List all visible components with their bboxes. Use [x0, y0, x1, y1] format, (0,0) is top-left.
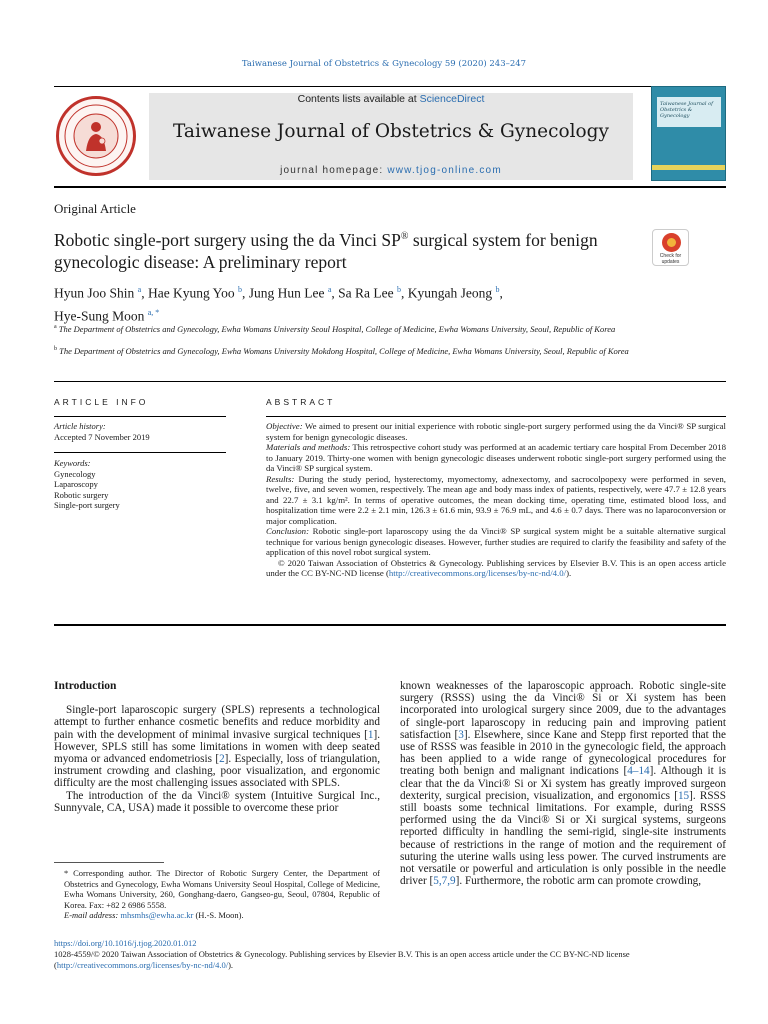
intro-p1-text: ]. Especially, loss of triangulation, instrument crowding and clashing, poor visualization, and ergonomic difficulty are the most challenging issues associated with SPLS.: [54, 753, 380, 790]
keywords-rule: [54, 452, 226, 453]
header-top-rule: [54, 86, 726, 87]
body-column-right: [400, 680, 726, 887]
author-name[interactable]: Sa Ra Lee: [338, 285, 394, 301]
body-column-left: [54, 680, 380, 814]
intro-text: known weaknesses of the laparoscopic approach. Robotic single-site surgery (RSSS) using the da Vinci® Si or Xi system has been incorporated into urological surgery since 2009, due to the advantages of single-port laparoscopy in reducing pain and improving patient satisfaction [: [400, 680, 726, 741]
abstract-rule: [266, 416, 726, 417]
title-part2: surgical system for benign gynecologic disease: A preliminary report: [54, 229, 598, 272]
check-updates-label: Check for updates: [659, 253, 682, 265]
journal-title: Taiwanese Journal of Obstetrics & Gynecology: [173, 121, 609, 142]
author-affil-mark[interactable]: b: [397, 285, 401, 294]
affiliation-a-mark: a: [54, 324, 57, 330]
abstract-conclusion: [266, 526, 726, 558]
author-name[interactable]: Jung Hun Lee: [248, 285, 325, 301]
article-title: [54, 226, 644, 273]
author-affil-mark[interactable]: a: [327, 285, 332, 294]
corresponding-author-footnote: [54, 868, 380, 921]
author-name[interactable]: Hae Kyung Yoo: [147, 285, 235, 301]
history-label: Article history:: [54, 421, 106, 431]
keyword-item: Laparoscopy: [54, 479, 98, 489]
doi-link[interactable]: https://doi.org/10.1016/j.tjog.2020.01.012: [54, 938, 197, 948]
footer-license: [54, 949, 726, 971]
conclusion-text: Robotic single-port laparoscopy using the da Vinci® SP surgical system might be a suitable alternative surgical technique for various benign gynecologic diseases. However, further studies are required to clarify the feasibility and safety of the application of this novel robot surgical system.: [266, 526, 726, 557]
abstract-body: [266, 421, 726, 579]
email-suffix: (H.-S. Moon).: [193, 910, 244, 920]
abstract-results: [266, 474, 726, 527]
cover-band: [652, 165, 725, 170]
abstract-methods: [266, 442, 726, 474]
check-for-updates-button[interactable]: [652, 229, 689, 266]
abstract-objective: [266, 421, 726, 442]
footer-license-text: 1028-4559/© 2020 Taiwan Association of Obstetrics & Gynecology. Publishing services by Elsevier B.V. This is an open access article under the CC BY-NC-ND license (: [54, 949, 630, 970]
abstract-copyright: [266, 558, 726, 579]
homepage-link[interactable]: www.tjog-online.com: [387, 165, 502, 176]
author-name[interactable]: Kyungah Jeong: [407, 285, 493, 301]
author-affil-mark[interactable]: a: [137, 285, 142, 294]
citation-link[interactable]: 4–14: [627, 765, 650, 778]
intro-text: ]. RSSS still boasts some technical limitations. For example, during RSSS performed using the da Vinci® Si or Xi surgical systems, surgeons reported difficulty in handling the semi-rigid, single-site instruments because of restrictions in the range of motion and the requirement of suturing the uterine walls using less power. The curved instruments are not versatile or powerful and articulation is only possible in the needle driver [: [400, 789, 727, 888]
citation-link[interactable]: 2: [219, 753, 225, 766]
citation-link[interactable]: 15: [677, 789, 690, 802]
footnote-rule: [54, 862, 164, 863]
author-name[interactable]: Hye-Sung Moon: [54, 308, 145, 323]
license-link[interactable]: http://creativecommons.org/licenses/by-nc-nd/4.0/: [388, 568, 567, 578]
objective-text: We aimed to present our initial experience with robotic single-port surgery performed using the da Vinci® SP surgical system for benign gynecologic diseases.: [266, 421, 726, 442]
conclusion-label: Conclusion:: [266, 526, 310, 536]
affiliation-b-mark: b: [54, 346, 57, 352]
author-affil-mark[interactable]: a, *: [147, 307, 160, 317]
keyword-item: Single-port surgery: [54, 500, 120, 510]
contents-line: [149, 93, 633, 105]
corresponding-text: * Corresponding author. The Director of Robotic Surgery Center, the Department of Obstetrics and Gynecology, Ewha Womans University Seoul Hospital, College of Medicine, Ewha Womans University, 260, Gonghang-daero, Gangseo-gu, Seoul, 07804, Republic of Korea. Fax: +82 2 6986 5558.: [64, 868, 380, 910]
title-part1: Robotic single-port surgery using the da Vinci SP: [54, 229, 401, 250]
copyright-end: ).: [566, 568, 572, 578]
article-info-heading: ARTICLE INFO: [54, 397, 149, 407]
intro-text: ]. Although it is clear that the da Vinci® Si or Xi system has greatly improved surgeon dexterity, surgical precision, visualization, and ergonomics [: [400, 765, 726, 802]
article-type: Original Article: [54, 201, 136, 216]
footer-license-link[interactable]: http://creativecommons.org/licenses/by-nc-nd/4.0/: [56, 960, 229, 970]
keyword-item: Gynecology: [54, 468, 96, 479]
sciencedirect-link[interactable]: ScienceDirect: [419, 93, 485, 105]
methods-text: This retrospective cohort study was performed at an academic tertiary care hospital From December 2018 to January 2019. Thirty-one women with benign gynecologic diseases underwent robotic single-port surgery performed using the da Vinci® SP surgical system.: [266, 442, 726, 473]
keywords-block: [54, 458, 226, 511]
citation-link[interactable]: 5,7,9: [433, 875, 456, 888]
author-list: Hyun Joo Shin $^a$, Hae Kyung Yoo $^b$, Jung Hun Lee $^a$, Sa Ra Lee $^b$, Kyungah Jeong $^b$, Hye-Sung Moon $^{a, *}$: [54, 285, 503, 323]
affiliation-a: [54, 322, 644, 335]
results-text: During the study period, hysterectomy, myomectomy, adnexectomy, and sacrocolpopexy were performed in seven, twelve, five, and seven women, respectively. The mean age and body mass index of patients, respectively, were 47.7 ± 12.8 years and 22.7 ± 3.1 kg/m². In terms of operative outcomes, the mean docking time, operating time, estimated blood loss, and hospitalization time were 2.2 ± 2.1 min, 126.3 ± 61.6 min, 93.9 ± 76.9 mL, and 4.6 ± 0.7 days. There was no laparoconversion or major complication.: [266, 473, 726, 526]
accepted-date: Accepted 7 November 2019: [54, 431, 150, 442]
affiliation-b-text: The Department of Obstetrics and Gynecology, Ewha Womans University Mokdong Hospital, College of Medicine, Ewha Womans University, Seoul, Republic of Korea: [59, 345, 629, 356]
citation-link[interactable]: 1: [367, 728, 374, 741]
abstract-heading: ABSTRACT: [266, 397, 336, 407]
citation-link[interactable]: 3: [458, 728, 464, 741]
intro-paragraph-1: [54, 704, 380, 789]
society-seal-icon: [56, 96, 136, 176]
objective-label: Objective:: [266, 421, 303, 431]
author-name[interactable]: Hyun Joo Shin: [54, 285, 135, 301]
journal-cover: [651, 86, 726, 181]
author-affil-mark[interactable]: b: [237, 285, 242, 294]
introduction-heading: Introduction: [54, 680, 117, 692]
intro-text: ]. Furthermore, the robotic arm can promote crowding,: [455, 875, 702, 888]
article-history: [54, 421, 226, 442]
intro-p1-text: ]. However, SPLS still has some limitations in women with deep seated myoma or advanced endometriosis [: [54, 728, 380, 766]
email-label: E-mail address:: [64, 910, 121, 920]
article-info-rule: [54, 416, 226, 417]
header-bottom-rule: [54, 186, 726, 188]
journal-banner: [149, 93, 633, 180]
section-separator: [54, 381, 726, 382]
footer-license-end: ).: [228, 960, 234, 970]
email-line: [54, 910, 380, 921]
affiliation-b: [54, 344, 644, 357]
email-link[interactable]: mhsmhs@ewha.ac.kr: [120, 910, 194, 920]
homepage-label: journal homepage:: [280, 165, 388, 176]
journal-homepage: [149, 165, 633, 176]
keyword-item: Robotic surgery: [54, 489, 109, 500]
copyright-text: © 2020 Taiwan Association of Obstetrics & Gynecology. Publishing services by Elsevier B.V. This is an open access article under the CC BY-NC-ND license (: [266, 557, 726, 578]
abstract-bottom-rule: [54, 624, 726, 626]
affiliation-a-text: The Department of Obstetrics and Gynecology, Ewha Womans University Seoul Hospital, College of Medicine, Ewha Womans University, Seoul, Republic of Korea: [58, 323, 616, 334]
title-registered-mark: ®: [400, 231, 409, 242]
intro-paragraph-2: The introduction of the da Vinci® system (Intuitive Surgical Inc., Sunnyvale, CA, USA) made it possible to overcome these prior: [54, 789, 380, 814]
check-updates-icon: [662, 233, 681, 252]
author-affil-mark[interactable]: b: [495, 285, 500, 294]
cover-title: Taiwanese Journal of Obstetrics & Gynecology: [660, 101, 713, 119]
journal-citation[interactable]: Taiwanese Journal of Obstetrics & Gynecology 59 (2020) 243–247: [241, 59, 527, 69]
contents-prefix: Contents lists available at: [297, 93, 420, 105]
intro-text: ]. Elsewhere, since Kane and Stepp first reported that the use of RSSS was feasible in 2010 in the gynecologic field, the approach has been applied to a wide range of gynecological procedures for treating both benign and malignant indications [: [400, 728, 726, 778]
intro-p1-text: Single-port laparoscopic surgery (SPLS) represents a technological attempt to further enhance cosmetic benefits and reduce morbidity and pain with the development of minimal invasive surgical techniques [: [54, 704, 380, 741]
intro-paragraph-continued: [400, 680, 726, 887]
results-label: Results:: [266, 473, 295, 484]
methods-label: Materials and methods:: [266, 442, 351, 452]
keywords-label: Keywords:: [54, 458, 91, 468]
